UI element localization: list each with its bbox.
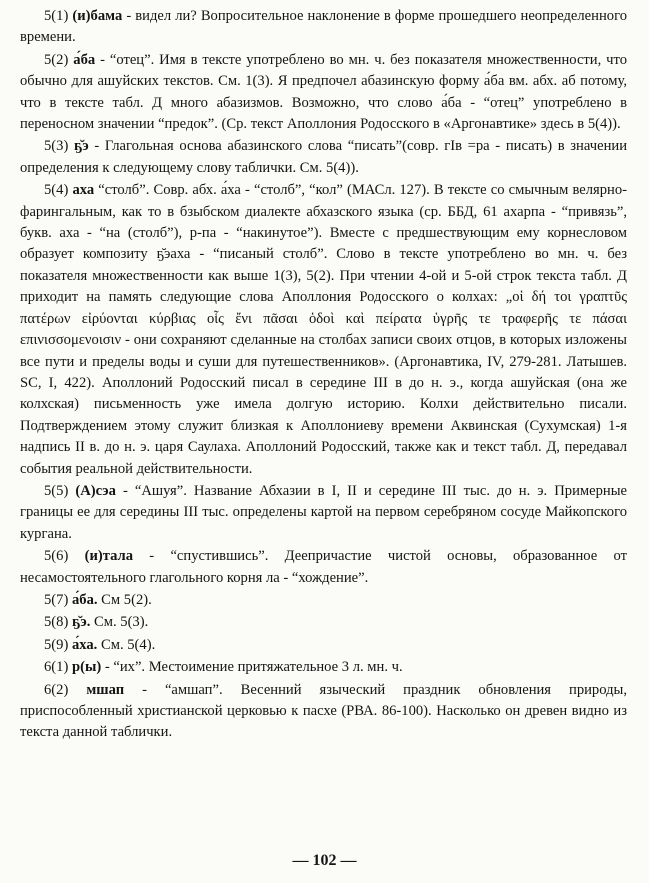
- entry-head: ҕ̆э: [74, 138, 89, 155]
- entry-ref: 5(5): [44, 482, 69, 499]
- entry-text: См 5(2).: [97, 591, 152, 608]
- entry-text: - “спустившись”. Деепричастие чистой основы, образованное от несамостоятельного глагольного корня ла - “хождение”.: [20, 548, 627, 586]
- entry-text: - Глагольная основа абазинского слова “писать”(совр. гIв =ра - писать) в значении определения к следующему слову таблички. См. 5(4)).: [20, 138, 628, 176]
- entry-head: ҕ̆э.: [71, 614, 91, 631]
- entry-ref: 5(1): [44, 8, 69, 24]
- glossary-entry: [20, 546, 627, 589]
- glossary-entry: [20, 6, 627, 49]
- glossary-entry: [20, 136, 627, 179]
- entry-head: (А)сэа: [75, 482, 116, 499]
- entry-text: См. 5(4).: [97, 636, 156, 653]
- entry-text: См. 5(3).: [90, 614, 149, 631]
- entry-text: - “отец”. Имя в тексте употреблено во мн. ч. без показателя множественности, что обычно для ашуйских текстов. См. 1(3). Я предпочел абазинскую форму а́ба вм. абх. аб потому, что в тексте табл. Д много абазизмов. Возможно, что слово а́ба - “отец” употреблено в переносном значении “предок”. (Ср. текст Аполлония Родосского в «Аргонавтике» здесь в 5(4)).: [20, 51, 628, 133]
- entry-head: мшап: [86, 681, 125, 698]
- entry-ref: 5(9): [44, 636, 69, 653]
- entry-text: - “Ашуя”. Название Абхазии в I, II и середине III тыс. до н. э. Примерные границы ее для середины III тыс. определены картой на первом серебряном сосуде Майкопского кургана.: [20, 482, 627, 542]
- glossary-entry: [20, 50, 627, 136]
- glossary-entry: [20, 590, 627, 611]
- entry-head: а́ба: [73, 51, 96, 68]
- entry-text: “столб”. Совр. абх. а́ха - “столб”, “кол” (МАСл. 127). В тексте со смычным велярно-фарингальным, как то в бзыбском диалекте абхазского языка (ср. ББД, 61 ахарпа - “привязь”, букв. аха - “на (столб”), р-па - “накинутое”). Вместе с предшествующим ему корнесловом образует композиту ҕ̆эаха - “писаный столб”. Слово в тексте употреблено во мн. ч. без показателя множественности как выше 1(3), 5(2). При чтении 4-ой и 5-ой строк текста табл. Д приходит на память следующие слова Аполлония Родосского о колхах: „οἱ δή τοι γραπτῦς πατέρων εἰρύονται κύρβιας οἷς ἔνι πᾶσαι ὁδοὶ καὶ πείρατα ὑγρῆς τε τραφερῆς τε πάσαι επινισσομενοισιν - они сохраняют сделанные на столбах записи своих отцов, в которых изложены все пути и пределы воды и суши для путешественников». (Аргонавтика, IV, 279-281. Латышев. SC, I, 422). Аполлоний Родосский писал в середине III в до н. э., когда ашуйская (она же колхская) письменность уже имела долгую историю. Колхи действительно писали. Подтверждением этому служит близкая к Аполлониеву времени Аквинская (Сухумская) 1-я надпись II в. до н. э. царя Саулаха. Аполлоний Родосский, также как и текст табл. Д, передавал события реальной действительности.: [20, 182, 628, 477]
- entry-head: (и)бама: [72, 8, 123, 24]
- glossary-entry: [20, 680, 627, 744]
- page-number: — 102 —: [292, 852, 357, 869]
- glossary-entries: [20, 6, 627, 744]
- glossary-entry: [20, 635, 627, 656]
- entry-ref: 5(7): [44, 591, 69, 608]
- entry-ref: 5(8): [44, 614, 69, 631]
- entry-ref: 6(2): [44, 681, 69, 698]
- entry-ref: 5(4): [44, 182, 69, 199]
- entry-head: а́ба.: [71, 591, 98, 608]
- entry-ref: 6(1): [44, 659, 69, 676]
- glossary-entry: [20, 180, 627, 480]
- entry-ref: 5(3): [44, 138, 69, 155]
- entry-text: - “их”. Местоимение притяжательное 3 л. мн. ч.: [101, 659, 403, 676]
- entry-head: а́ха.: [71, 636, 98, 653]
- entry-head: аха: [72, 182, 95, 199]
- entry-text: - видел ли? Вопросительное наклонение в форме прошедшего неопределенного времени.: [20, 8, 627, 46]
- glossary-entry: [20, 481, 627, 545]
- entry-head: (и)тала: [84, 548, 134, 565]
- glossary-entry: [20, 612, 627, 633]
- entry-ref: 5(6): [44, 548, 69, 565]
- glossary-entry: [20, 657, 627, 678]
- entry-ref: 5(2): [44, 51, 69, 68]
- entry-text: - “амшап”. Весенний языческий праздник обновления природы, приспособленный христианской церковью к пасхе (РВА. 86-100). Насколько он древен видно из текста данной таблички.: [20, 681, 627, 741]
- entry-head: р(ы): [71, 659, 102, 676]
